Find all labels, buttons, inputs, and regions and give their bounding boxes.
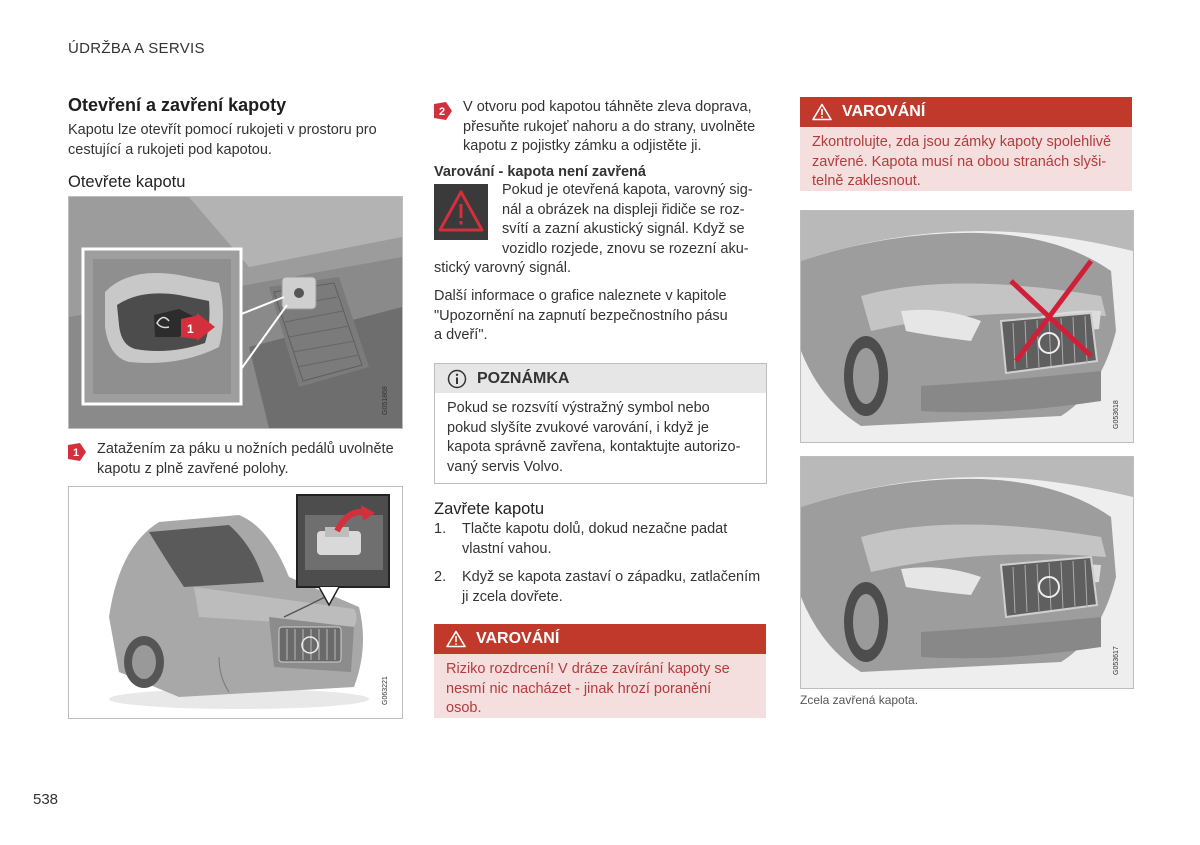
- section-header: ÚDRŽBA A SERVIS: [68, 40, 205, 57]
- warning-triangle-icon: [434, 184, 488, 240]
- close-step-2: [434, 568, 765, 607]
- note-line-2: pokud slyšíte zvukové varování, i když je: [447, 419, 709, 436]
- hood-warning-line-2: nál a obrázek na displeji řidiče se roz-: [502, 201, 745, 218]
- info-line-1: Další informace o grafice naleznete v kapitole: [434, 288, 727, 304]
- svg-text:1: 1: [73, 447, 80, 459]
- step-2-text: [463, 98, 755, 157]
- figure-code: G063221: [382, 676, 389, 705]
- note-title: POZNÁMKA: [477, 369, 570, 387]
- lock-warning-header: [800, 97, 1132, 127]
- step-2-line-3: kapotu z pojistky zámku a odjistěte ji.: [463, 138, 702, 154]
- figure-hood-release-lever: [68, 196, 403, 429]
- figure-code: G051868: [382, 386, 389, 415]
- lock-warning-line-1: Zkontrolujte, zda jsou zámky kapoty spolehlivě: [812, 134, 1112, 150]
- crush-warning-line-3: osob.: [446, 700, 482, 716]
- svg-text:1: 1: [187, 322, 194, 336]
- page-number: 538: [33, 791, 59, 808]
- note-line-4: vaný servis Volvo.: [447, 458, 564, 475]
- crush-warning-body: [434, 654, 766, 727]
- warning-icon: [812, 103, 832, 121]
- figure-hood-closed: [800, 456, 1134, 689]
- crush-warning-line-2: nesmí nic nacházet - jinak hrozí poranění: [446, 680, 712, 697]
- crush-warning-header: [434, 624, 766, 654]
- page-title: Otevření a zavření kapoty: [68, 95, 287, 115]
- crush-warning-box: [434, 624, 766, 718]
- close-hood-heading: Zavřete kapotu: [434, 500, 545, 518]
- close-step-1-number: 1.: [434, 521, 447, 537]
- hood-warning-line-1: Pokud je otevřená kapota, varovný sig-: [502, 182, 753, 198]
- lock-warning-line-3: telně zaklesnout.: [812, 173, 921, 189]
- close-step-2-number: 2.: [434, 569, 447, 585]
- intro-line-2: cestující a rukojeti pod kapotou.: [68, 141, 272, 158]
- figure-code: G053618: [1113, 400, 1120, 429]
- lock-warning-box: [800, 97, 1132, 191]
- step-1-text: [97, 440, 394, 479]
- lock-warning-line-2: zavřené. Kapota musí na obou stranách slyši-: [812, 153, 1107, 170]
- close-step-1: [434, 520, 765, 559]
- hood-warning-last-line: stický varovný signál.: [434, 260, 571, 276]
- figure-hood-not-closed: [800, 210, 1134, 443]
- intro-text: [68, 121, 377, 160]
- figure-code: G053617: [1113, 646, 1120, 675]
- crush-warning-title: VAROVÁNÍ: [476, 630, 560, 647]
- close-step-1-line-1: Tlačte kapotu dolů, dokud nezačne padat: [462, 521, 728, 537]
- hood-warning-line-3: svítí a zazní akustický signál. Když se: [502, 221, 745, 237]
- step-2-line-1: V otvoru pod kapotou táhněte zleva doprava,: [463, 99, 752, 115]
- step-1-badge-icon: [68, 443, 86, 461]
- note-line-1: Pokud se rozsvítí výstražný symbol nebo: [447, 400, 710, 416]
- note-body: [435, 393, 766, 485]
- close-step-2-line-2: ji zcela dovřete.: [462, 588, 563, 605]
- warning-icon: [446, 630, 466, 648]
- hood-warning-title: Varování - kapota není zavřená: [434, 164, 646, 180]
- step-1-line-1: Zatažením za páku u nožních pedálů uvolněte: [97, 441, 394, 457]
- note-line-3: kapota správně zavřena, kontaktujte autorizo-: [447, 439, 741, 455]
- note-header: [435, 364, 766, 393]
- figure-car-hood-latch: [68, 486, 403, 719]
- lock-warning-title: VAROVÁNÍ: [842, 103, 926, 120]
- step-2-line-2: přesuňte rukojeť nahoru a do strany, uvolněte: [463, 118, 756, 135]
- hood-warning-line-4: vozidlo rozjede, znovu se rozezní aku-: [502, 240, 749, 257]
- lock-warning-body: [800, 127, 1132, 200]
- info-line-3: a dveří".: [434, 327, 488, 343]
- info-icon: [447, 369, 467, 389]
- figure-caption: Zcela zavřená kapota.: [800, 693, 919, 707]
- intro-line-1: Kapotu lze otevřít pomocí rukojeti v prostoru pro: [68, 122, 377, 138]
- info-line-2: "Upozornění na zapnutí bezpečnostního pásu: [434, 307, 728, 324]
- crush-warning-line-1: Riziko rozdrcení! V dráze zavírání kapoty se: [446, 661, 730, 677]
- step-1-line-2: kapotu z plně zavřené polohy.: [97, 460, 289, 477]
- close-step-1-line-2: vlastní vahou.: [462, 540, 552, 557]
- step-2-badge-icon: [434, 102, 452, 120]
- svg-text:2: 2: [439, 106, 446, 118]
- info-text: [434, 287, 728, 346]
- hood-warning-text: [502, 181, 753, 259]
- open-hood-heading: Otevřete kapotu: [68, 173, 186, 191]
- close-step-2-line-1: Když se kapota zastaví o západku, zatlačením: [462, 569, 761, 585]
- note-box: [434, 363, 767, 484]
